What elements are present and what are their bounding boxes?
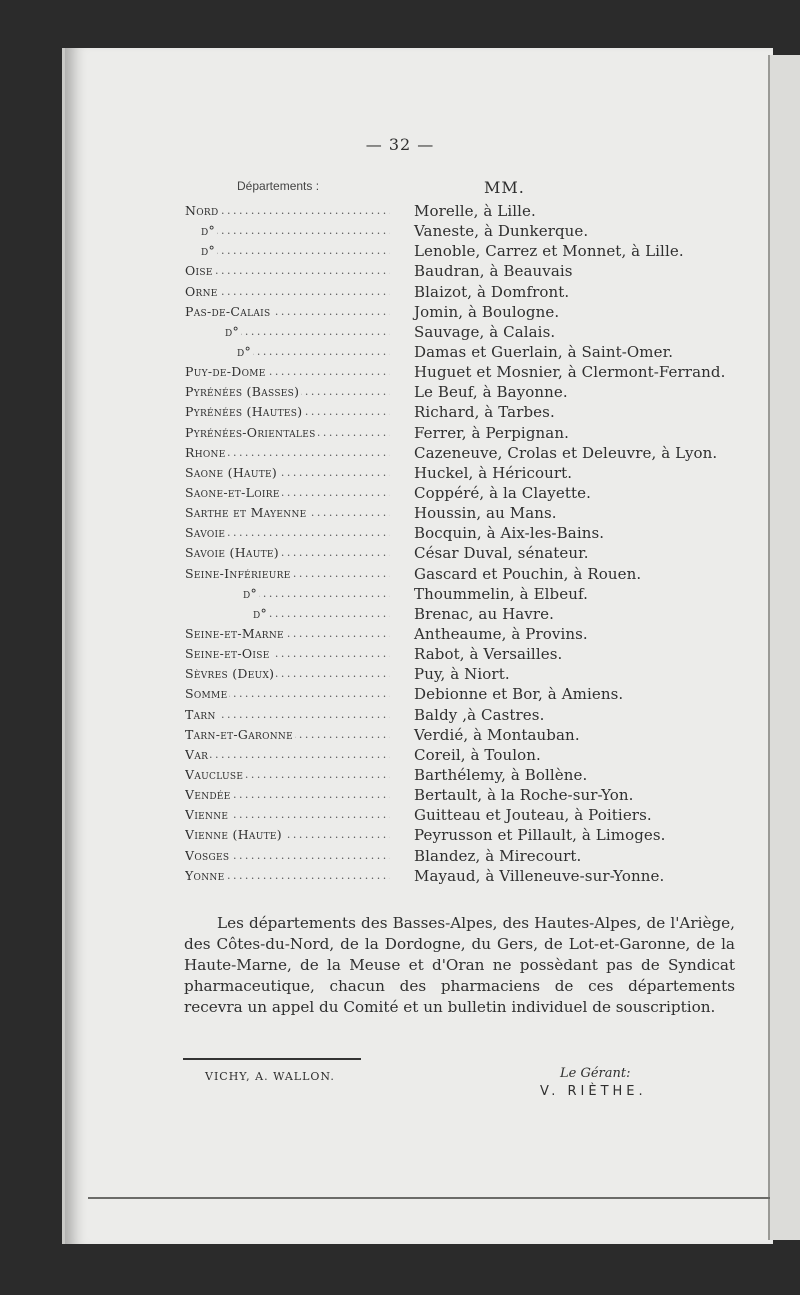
pharmacist-name: Lenoble, Carrez et Monnet, à Lille. [414, 242, 684, 261]
printer-imprint: VICHY, A. WALLON. [205, 1070, 335, 1083]
list-item [185, 523, 755, 543]
department-cell [185, 866, 390, 886]
pharmacist-name: Gascard et Pouchin, à Rouen. [414, 564, 642, 583]
department-cell [185, 644, 390, 664]
pharmacist-name: Baldy ,à Castres. [414, 705, 545, 724]
pharmacist-name: Morelle, à Lille. [414, 202, 536, 221]
pharmacist-name: Ferrer, à Perpignan. [414, 423, 569, 442]
department-name: Vendée [185, 787, 231, 803]
pharmacist-name: Huguet et Mosnier, à Clermont-Ferrand. [414, 363, 726, 382]
department-cell [185, 846, 390, 866]
delegate-list [185, 201, 755, 886]
department-cell [185, 705, 390, 725]
page-number: — 32 — [365, 135, 435, 154]
pharmacist-name: Thoummelin, à Elbeuf. [414, 584, 588, 603]
pharmacist-name: Antheaume, à Provins. [414, 625, 588, 644]
pharmacist-name: Coppéré, à la Clayette. [414, 484, 591, 503]
list-item [185, 342, 755, 362]
list-item [185, 402, 755, 422]
pharmacist-name: Damas et Guerlain, à Saint-Omer. [414, 343, 674, 362]
pharmacist-name: Jomin, à Boulogne. [414, 302, 560, 321]
pharmacist-name: Blandez, à Mirecourt. [414, 846, 582, 865]
department-name: Saone (Haute) [185, 464, 278, 480]
department-name: Pyrénées (Hautes) [185, 404, 303, 420]
list-item [185, 846, 755, 866]
list-item [185, 745, 755, 765]
pharmacist-name: Verdié, à Montauban. [414, 725, 580, 744]
list-item [185, 261, 755, 281]
department-name: Pas-de-Calais [185, 303, 271, 319]
department-name: Seine-Inférieure [185, 565, 291, 581]
department-name: Var [185, 746, 209, 762]
department-cell [185, 564, 390, 584]
department-cell [185, 201, 390, 221]
pharmacist-name: Blaizot, à Domfront. [414, 282, 570, 301]
department-cell [185, 624, 390, 644]
pharmacist-name: Bertault, à la Roche-sur-Yon. [414, 786, 634, 805]
department-cell [185, 282, 390, 302]
department-name: Vienne [185, 807, 229, 823]
department-name: Saone-et-Loire [185, 485, 280, 501]
department-name: d° [185, 586, 259, 601]
pharmacist-name: Coreil, à Toulon. [414, 745, 541, 764]
list-item [185, 866, 755, 886]
list-item [185, 362, 755, 382]
department-cell [185, 523, 390, 543]
list-item [185, 805, 755, 825]
department-cell [185, 825, 390, 845]
list-item [185, 503, 755, 523]
list-item [185, 785, 755, 805]
department-name: Savoie (Haute) [185, 545, 279, 561]
department-cell [185, 402, 390, 422]
list-item [185, 604, 755, 624]
department-cell [185, 241, 390, 261]
pharmacist-name: Barthélemy, à Bollène. [414, 766, 588, 784]
department-name: Puy-de-Dome [185, 364, 266, 380]
list-item [185, 765, 755, 785]
footer-rule [183, 1058, 361, 1060]
gerant-label: Le Gérant: [560, 1066, 631, 1081]
list-item [185, 302, 755, 322]
department-name: Vaucluse [185, 767, 244, 782]
department-cell [185, 483, 390, 503]
department-name: d° [185, 324, 241, 339]
department-name: Tarn [185, 706, 216, 722]
department-name: Somme [185, 686, 228, 702]
pharmacist-name: Peyrusson et Pillault, à Limoges. [414, 826, 666, 845]
department-cell [185, 342, 390, 362]
list-item [185, 463, 755, 483]
department-name: Pyrénées (Basses) [185, 384, 300, 400]
department-cell [185, 745, 390, 765]
department-name: d° [185, 243, 217, 258]
list-item [185, 705, 755, 725]
list-item [185, 423, 755, 443]
department-cell [185, 382, 390, 402]
department-name: Rhone [185, 444, 226, 460]
department-cell [185, 765, 390, 785]
list-item [185, 664, 755, 684]
body-paragraph: Les départements des Basses-Alpes, des Hautes-Alpes, de l'Ariège, des Côtes-du-Nord, de la Dordogne, du Gers, de Lot-et-Garonne, de la Haute-Marne, de la Meuse et d'Oran ne possèdant pas de Syndicat pharmaceutique, chacun des pharmaciens de ces départements recevra un appel du Comité et un bulletin individuel de souscription. [184, 914, 735, 1016]
department-name: Seine-et-Marne [185, 626, 284, 642]
department-name: Yonne [185, 867, 225, 883]
list-item [185, 443, 755, 463]
list-item [185, 624, 755, 644]
list-item [185, 564, 755, 584]
department-name: Nord [185, 203, 219, 219]
department-cell [185, 463, 390, 483]
pharmacist-name: Vaneste, à Dunkerque. [414, 222, 589, 241]
department-cell [185, 362, 390, 382]
pharmacist-name: Sauvage, à Calais. [414, 322, 556, 341]
pharmacist-name: Mayaud, à Villeneuve-sur-Yonne. [414, 866, 665, 885]
department-cell [185, 664, 390, 684]
department-name: d° [185, 344, 253, 359]
gerant-name: V. RIÈTHE. [540, 1084, 647, 1099]
pharmacist-name: Bocquin, à Aix-les-Bains. [414, 524, 605, 543]
department-cell [185, 221, 390, 241]
list-item [185, 201, 755, 221]
department-name: Pyrénées-Orientales [185, 424, 316, 440]
list-item [185, 684, 755, 704]
names-header: MM. [484, 178, 525, 197]
department-name: Seine-et-Oise [185, 646, 270, 662]
department-cell [185, 261, 390, 281]
pharmacist-name: Brenac, au Havre. [414, 604, 554, 623]
pharmacist-name: Cazeneuve, Crolas et Deleuvre, à Lyon. [414, 443, 718, 462]
department-name: Tarn-et-Garonne [185, 726, 293, 742]
pharmacist-name: César Duval, sénateur. [414, 544, 589, 563]
pharmacist-name: Huckel, à Héricourt. [414, 463, 573, 482]
list-item [185, 644, 755, 664]
department-name: Vosges [185, 847, 230, 863]
department-name: Sarthe et Mayenne [185, 505, 307, 521]
department-name: Orne [185, 283, 218, 299]
list-item [185, 221, 755, 241]
list-item [185, 282, 755, 302]
departments-header: Départements : [237, 179, 320, 193]
department-cell [185, 302, 390, 322]
pharmacist-name: Rabot, à Versailles. [414, 645, 563, 664]
department-cell [185, 423, 390, 443]
pharmacist-name: Puy, à Niort. [414, 665, 510, 684]
department-cell [185, 503, 390, 523]
list-item [185, 241, 755, 261]
department-name: Sèvres (Deux) [185, 666, 275, 682]
department-cell [185, 322, 390, 342]
department-cell [185, 543, 390, 563]
department-cell [185, 684, 390, 704]
pharmacist-name: Richard, à Tarbes. [414, 403, 555, 422]
list-item [185, 483, 755, 503]
list-item [185, 543, 755, 563]
department-name: d° [185, 223, 217, 238]
department-cell [185, 785, 390, 805]
list-item [185, 382, 755, 402]
department-cell [185, 725, 390, 745]
list-item [185, 584, 755, 604]
department-cell [185, 805, 390, 825]
department-name: Oise [185, 263, 213, 279]
list-item [185, 825, 755, 845]
department-name: d° [185, 606, 269, 621]
list-item [185, 322, 755, 342]
department-cell [185, 443, 390, 463]
pharmacist-name: Houssin, au Mans. [414, 504, 557, 523]
department-name: Vienne (Haute) [185, 827, 282, 843]
department-name: Savoie [185, 525, 226, 541]
pharmacist-name: Guitteau et Jouteau, à Poitiers. [414, 806, 652, 825]
list-item [185, 725, 755, 745]
department-cell [185, 604, 390, 624]
pharmacist-name: Debionne et Bor, à Amiens. [414, 685, 624, 704]
department-cell [185, 584, 390, 604]
pharmacist-name: Baudran, à Beauvais [414, 262, 573, 281]
pharmacist-name: Le Beuf, à Bayonne. [414, 383, 568, 402]
